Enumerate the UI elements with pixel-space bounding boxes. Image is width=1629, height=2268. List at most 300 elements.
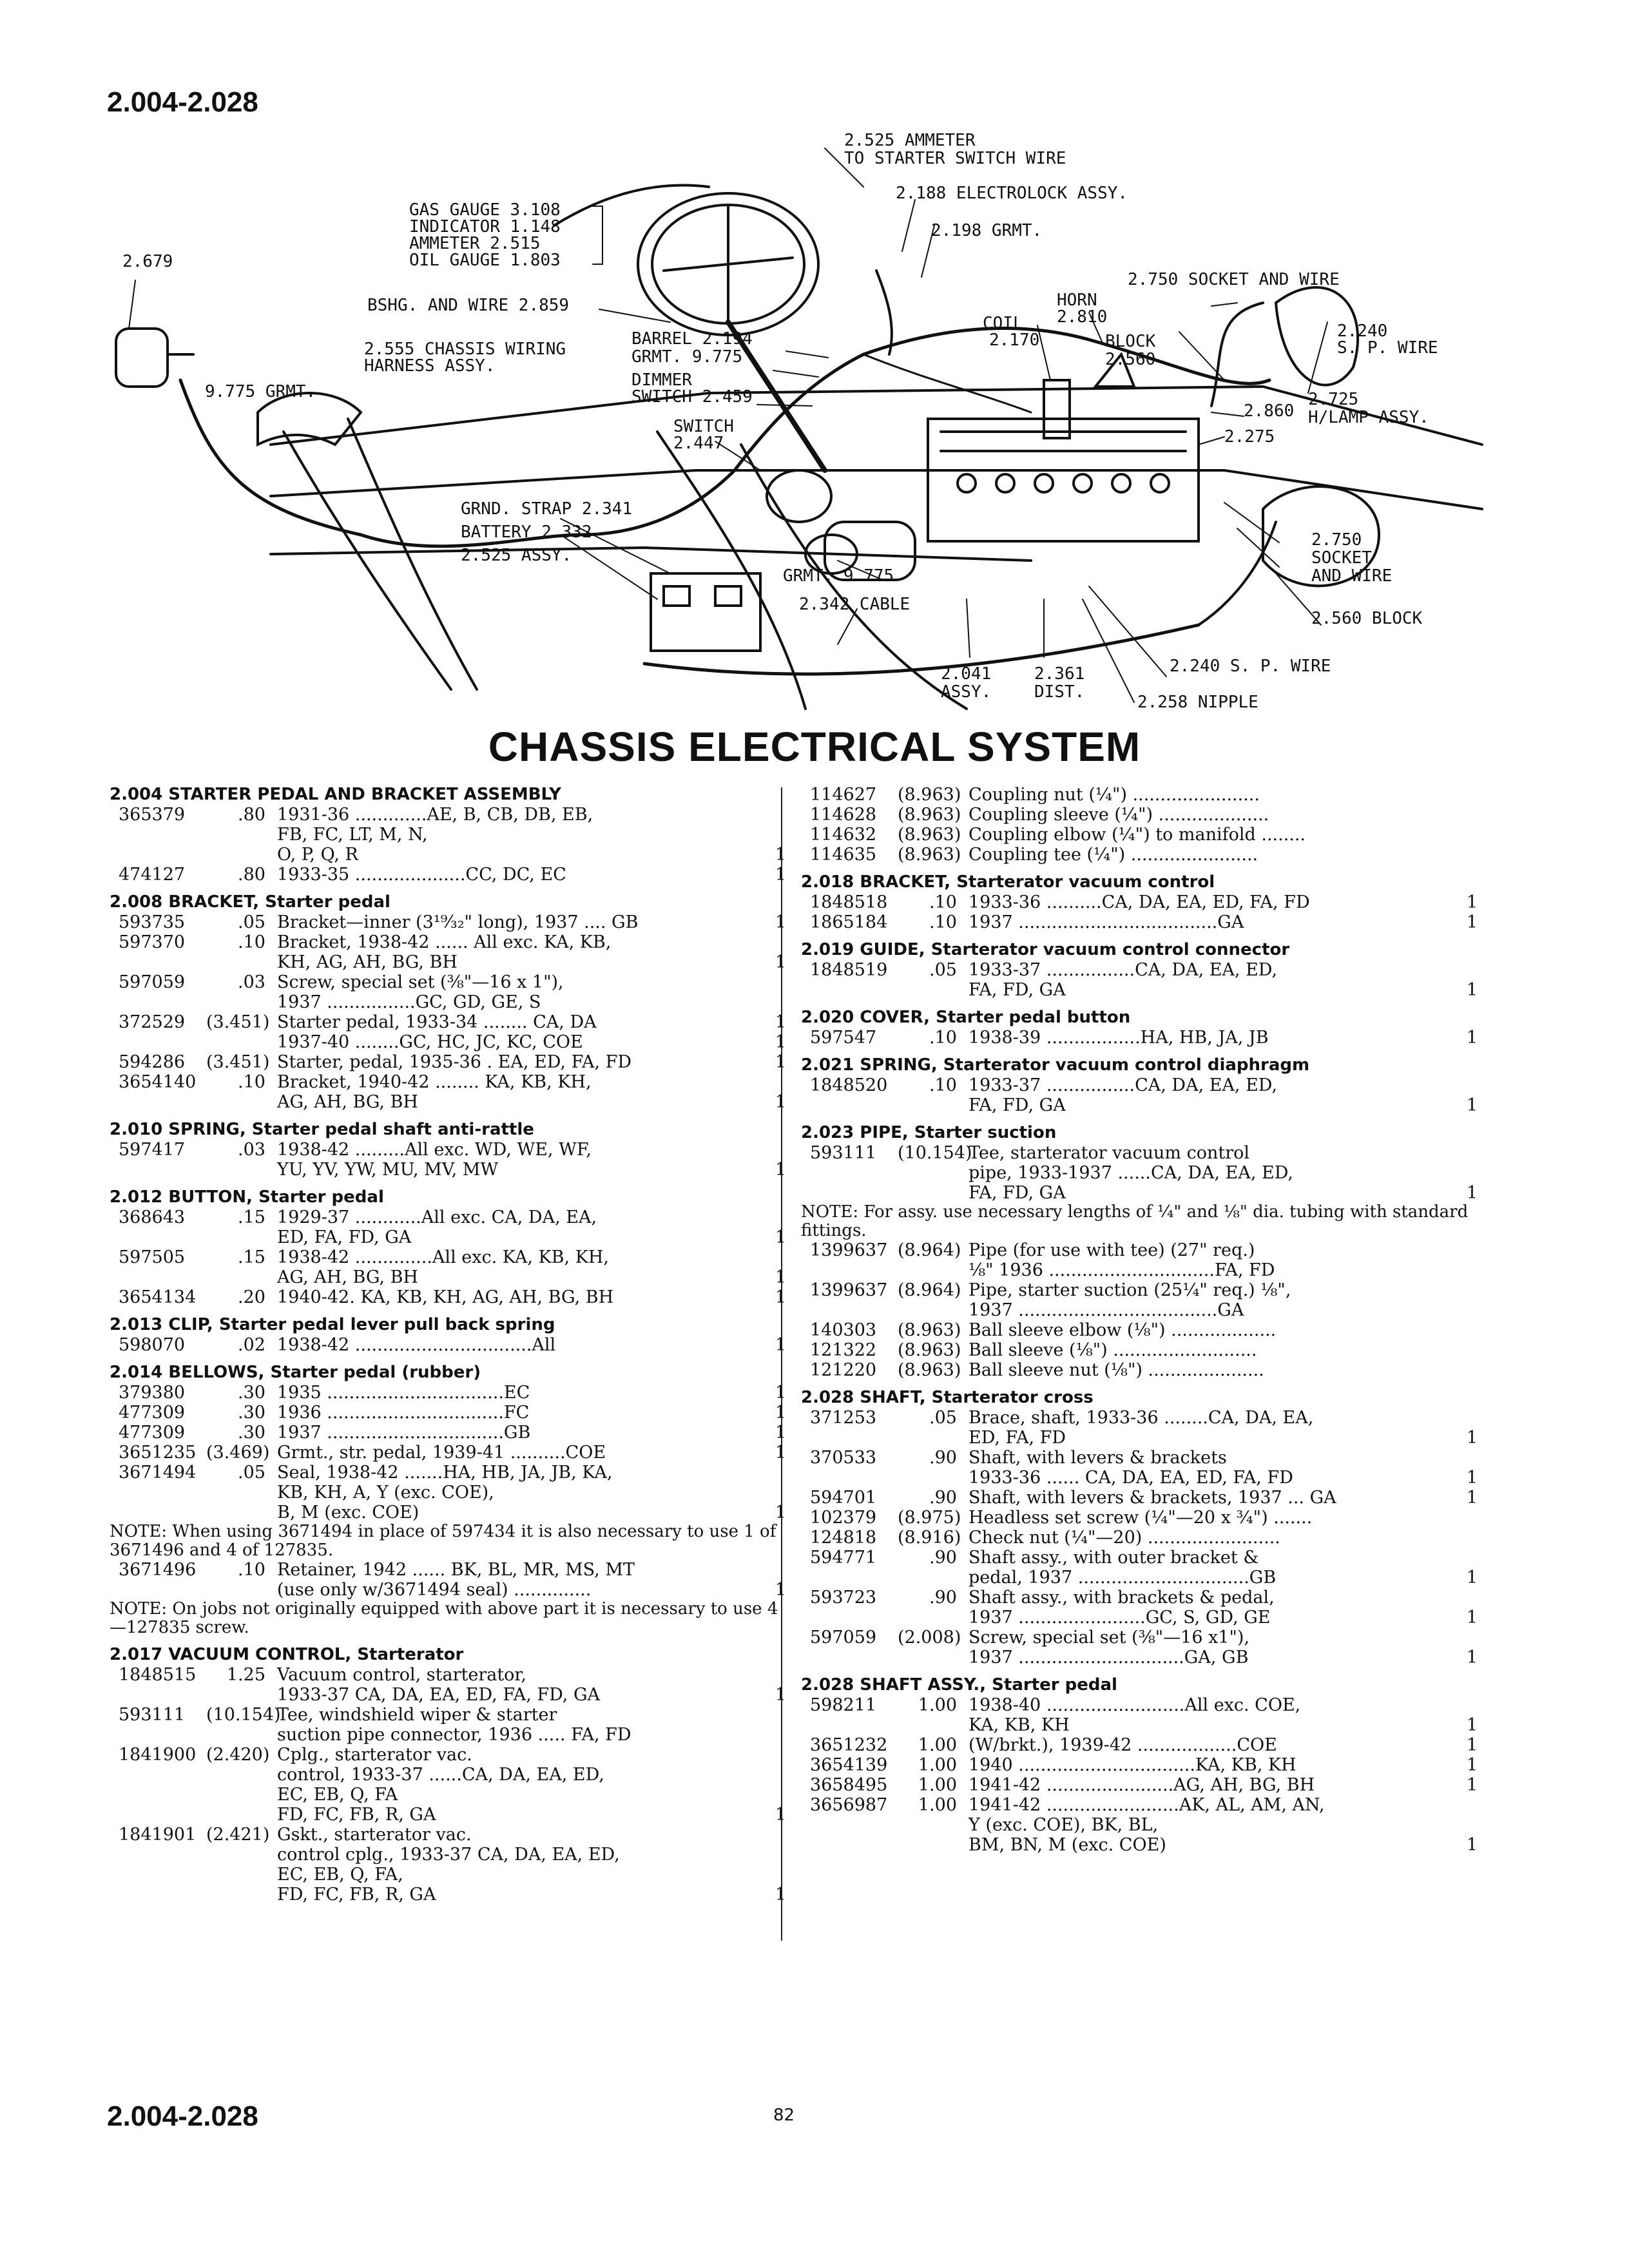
part-description: 1937 ................................GB [277,1423,531,1443]
part-description: Tee, windshield wiper & starter [277,1705,557,1725]
parts-row [110,932,786,952]
part-number: 597547 [810,1028,877,1048]
parts-section [110,785,786,885]
part-description: Bracket, 1938-42 ...... All exc. KA, KB, [277,932,612,952]
section-heading: 2.017 VACUUM CONTROL, Starterator [110,1645,464,1664]
parts-row [801,912,1478,932]
parts-row [801,1260,1478,1280]
part-price: .10 [238,1072,265,1092]
label-grmt-9775-lower: GRMT. 9.775 [783,566,894,586]
part-price: 1.00 [918,1775,957,1795]
parts-row [801,1448,1478,1468]
parts-row [801,1735,1478,1755]
parts-row [110,1685,786,1705]
part-description: Shaft assy., with outer bracket & [969,1548,1259,1568]
part-description: Shaft assy., with brackets & pedal, [969,1588,1275,1608]
parts-row [110,1287,786,1307]
parts-row [801,1815,1478,1835]
parts-section [110,1363,786,1637]
part-price: .05 [929,1408,957,1428]
parts-row [801,1508,1478,1528]
parts-section [110,1645,786,1905]
chassis-electrical-diagram [0,110,1629,728]
part-quantity: 1 [775,1012,786,1032]
part-quantity: 1 [775,1052,786,1072]
part-quantity: 1 [1466,1428,1478,1448]
diagram-drawing [116,148,1482,709]
parts-section [801,940,1478,1000]
part-price: (8.975) [898,1508,961,1528]
part-price: (3.451) [206,1012,270,1032]
part-description: 1933-37 ................CA, DA, EA, ED, [969,960,1278,980]
part-description: (W/brkt.), 1939-42 ..................COE [969,1735,1277,1755]
part-description: Seal, 1938-42 .......HA, HB, JA, JB, KA, [277,1463,613,1483]
part-price: .80 [238,805,265,825]
part-number: 114628 [810,805,877,825]
parts-row [110,1032,786,1052]
part-price: (8.963) [898,1320,961,1340]
part-quantity: 1 [1466,892,1478,912]
label-dimmer: DIMMER [631,370,692,390]
part-price: .05 [238,1463,265,1483]
parts-row [801,1163,1478,1183]
part-description: Coupling nut (¼") ....................... [969,785,1260,805]
part-price: .20 [238,1287,265,1307]
part-number: 1841900 [119,1745,197,1765]
label-2555-assy: HARNESS ASSY. [364,356,496,376]
part-description: EC, EB, Q, FA [277,1785,398,1805]
parts-row [110,1825,786,1845]
part-description: 1937-40 ........GC, HC, JC, KC, COE [277,1032,583,1052]
parts-row [110,952,786,972]
part-description: Ball sleeve (⅛") .......................... [969,1340,1257,1360]
section-heading: 2.021 SPRING, Starterator vacuum control diaphragm [801,1055,1310,1075]
part-number: 102379 [810,1508,877,1528]
part-description: KB, KH, A, Y (exc. COE), [277,1483,494,1503]
label-ammeter: AMMETER 2.515 [409,234,541,253]
part-quantity: 1 [775,1685,786,1705]
part-number: 121220 [810,1360,877,1380]
part-price: .30 [238,1403,265,1423]
part-price: (10.154) [898,1143,972,1163]
parts-section [110,1187,786,1307]
part-description: FB, FC, LT, M, N, [277,825,428,845]
parts-row [110,805,786,825]
part-description: Shaft, with levers & brackets [969,1448,1227,1468]
part-price: .10 [929,892,957,912]
parts-row [801,1028,1478,1048]
label-2725: 2.725 [1308,390,1359,409]
label-2525-starter-wire: TO STARTER SWITCH WIRE [844,149,1066,168]
part-number: 3671494 [119,1463,197,1483]
parts-row [110,992,786,1012]
part-price: (8.963) [898,845,961,865]
section-heading: 2.018 BRACKET, Starterator vacuum control [801,872,1215,892]
part-description: B, M (exc. COE) [277,1503,419,1523]
label-battery: BATTERY 2.332 [461,523,592,542]
parts-section [801,1388,1478,1667]
part-description: Cplg., starterator vac. [277,1745,472,1765]
part-price: .02 [238,1335,265,1355]
page-footer-code: 2.004-2.028 [107,2100,258,2132]
parts-row [110,1052,786,1072]
part-number: 594771 [810,1548,877,1568]
part-description: Coupling elbow (¼") to manifold ........ [969,825,1306,845]
part-description: 1937 .......................GC, S, GD, GE [969,1608,1271,1628]
part-quantity: 1 [775,912,786,932]
part-number: 121322 [810,1340,877,1360]
part-description: Grmt., str. pedal, 1939-41 ..........COE [277,1443,606,1463]
part-quantity: 1 [775,1443,786,1463]
parts-row [110,1785,786,1805]
parts-list-right-column [801,785,1478,1855]
part-description: Gskt., starterator vac. [277,1825,472,1845]
part-quantity: 1 [775,1092,786,1112]
parts-row [110,1335,786,1355]
label-grnd-strap: GRND. STRAP 2.341 [461,499,633,519]
part-quantity: 1 [1466,912,1478,932]
part-number: 597059 [810,1628,877,1648]
part-price: .03 [238,1140,265,1160]
part-description: Starter pedal, 1933-34 ........ CA, DA [277,1012,597,1032]
part-number: 3658495 [810,1775,888,1795]
label-2188-electrolock: 2.188 ELECTROLOCK ASSY. [896,184,1128,203]
part-description: Coupling sleeve (¼") .................... [969,805,1269,825]
parts-section [801,1675,1478,1855]
part-description: Bracket, 1940-42 ........ KA, KB, KH, [277,1072,592,1092]
part-number: 3671496 [119,1560,197,1580]
part-price: 1.00 [918,1755,957,1775]
part-description: 1933-36 ..........CA, DA, EA, ED, FA, FD [969,892,1310,912]
part-description: ED, FA, FD [969,1428,1066,1448]
part-number: 371253 [810,1408,877,1428]
parts-section [801,1123,1478,1380]
part-price: .80 [238,865,265,885]
parts-row [801,825,1478,845]
parts-row [801,1468,1478,1488]
section-heading: 2.004 STARTER PEDAL AND BRACKET ASSEMBLY [110,785,561,804]
part-description: Vacuum control, starterator, [277,1665,526,1685]
part-description: pedal, 1937 ...............................GB [969,1568,1277,1588]
part-description: 1941-42 .......................AG, AH, BG, BH [969,1775,1315,1795]
label-2361: 2.361 [1034,664,1085,684]
parts-row [801,1528,1478,1548]
page-header-code: 2.004-2.028 [107,86,258,118]
parts-row [801,1240,1478,1260]
part-number: 593111 [810,1143,877,1163]
part-quantity: 1 [775,1335,786,1355]
diagram-labels [122,131,1438,712]
label-2258-nipple: 2.258 NIPPLE [1137,693,1258,712]
parts-row [801,1628,1478,1648]
part-quantity: 1 [1466,1095,1478,1115]
part-description: (use only w/3671494 seal) .............. [277,1580,592,1600]
part-description: 1931-36 .............AE, B, CB, DB, EB, [277,805,593,825]
part-number: 474127 [119,865,186,885]
part-description: 1938-39 .................HA, HB, JA, JB [969,1028,1269,1048]
part-number: 597059 [119,972,186,992]
section-heading: 2.023 PIPE, Starter suction [801,1123,1057,1142]
part-quantity: 1 [1466,1488,1478,1508]
part-number: 3654140 [119,1072,197,1092]
parts-row [110,1725,786,1745]
part-number: 365379 [119,805,186,825]
part-quantity: 1 [1466,1568,1478,1588]
label-2750-and-wire: AND WIRE [1311,566,1393,586]
parts-row [110,1092,786,1112]
part-description: 1938-42 .........All exc. WD, WE, WF, [277,1140,592,1160]
part-quantity: 1 [775,1383,786,1403]
part-price: .90 [929,1448,957,1468]
label-indicator: INDICATOR 1.148 [409,217,561,236]
parts-section [110,892,786,1112]
part-price: (8.963) [898,1360,961,1380]
part-number: 114632 [810,825,877,845]
parts-row [110,1765,786,1785]
parts-row [801,1755,1478,1775]
parts-row [110,1580,786,1600]
parts-row [801,1775,1478,1795]
part-description: control, 1933-37 ......CA, DA, EA, ED, [277,1765,604,1785]
part-number: 1865184 [810,912,888,932]
parts-row [801,1715,1478,1735]
parts-row [801,785,1478,805]
part-description: EC, EB, Q, FA, [277,1865,403,1885]
label-2525-ammeter: 2.525 AMMETER [844,131,976,150]
label-coil: COIL [983,314,1023,333]
part-number: 477309 [119,1403,186,1423]
part-number: 1848515 [119,1665,197,1685]
part-quantity: 1 [1466,1735,1478,1755]
section-note: NOTE: For assy. use necessary lengths of ¼" and ⅛" dia. tubing with standard fittings. [801,1202,1469,1240]
section-note: NOTE: When using 3671494 in place of 597434 it is also necessary to use 1 of 3671496 and 4 of 127835. [110,1522,776,1560]
section-heading: 2.013 CLIP, Starter pedal lever pull back spring [110,1315,555,1334]
part-price: (8.963) [898,825,961,845]
part-quantity: 1 [775,1287,786,1307]
part-price: .10 [929,1075,957,1095]
parts-row [110,1745,786,1765]
part-quantity: 1 [1466,1183,1478,1203]
parts-row [801,1428,1478,1448]
parts-row [801,1300,1478,1320]
label-2275: 2.275 [1224,427,1275,447]
part-price: .90 [929,1548,957,1568]
part-description: 1933-36 ...... CA, DA, EA, ED, FA, FD [969,1468,1293,1488]
part-price: (8.964) [898,1240,961,1260]
parts-row [110,1845,786,1865]
label-2041-assy: ASSY. [941,682,992,702]
page-title: CHASSIS ELECTRICAL SYSTEM [488,724,1141,770]
label-2041: 2.041 [941,664,992,684]
part-quantity: 1 [775,1423,786,1443]
part-description: 1941-42 ........................AK, AL, AM, AN, [969,1795,1325,1815]
part-description: 1938-42 ..............All exc. KA, KB, KH, [277,1247,609,1267]
part-number: 372529 [119,1012,186,1032]
part-quantity: 1 [775,865,786,885]
label-2555-harness: 2.555 CHASSIS WIRING [364,340,566,359]
part-price: (2.420) [206,1745,270,1765]
part-price: .05 [929,960,957,980]
part-quantity: 1 [1466,980,1478,1000]
section-heading: 2.028 SHAFT ASSY., Starter pedal [801,1675,1117,1695]
parts-row [110,1423,786,1443]
part-description: 1937 ....................................GA [969,1300,1244,1320]
part-description: BM, BN, M (exc. COE) [969,1835,1166,1855]
label-2560-block: 2.560 BLOCK [1311,609,1423,628]
part-description: 1940 ................................KA, KB, KH [969,1755,1296,1775]
part-description: 1938-42 ................................All [277,1335,556,1355]
parts-row [801,1408,1478,1428]
parts-row [110,1443,786,1463]
section-heading: 2.010 SPRING, Starter pedal shaft anti-rattle [110,1120,534,1139]
label-bshg-wire: BSHG. AND WIRE 2.859 [367,296,570,315]
part-number: 593723 [810,1588,877,1608]
part-price: (10.154) [206,1705,281,1725]
parts-row [801,1280,1478,1300]
part-number: 597417 [119,1140,186,1160]
parts-section [801,1055,1478,1115]
part-price: .10 [929,912,957,932]
part-number: 1848519 [810,960,888,980]
part-quantity: 1 [1466,1468,1478,1488]
part-quantity: 1 [775,1885,786,1905]
part-description: 1938-40 .........................All exc. COE, [969,1695,1301,1715]
parts-row [110,1227,786,1247]
section-note: NOTE: On jobs not originally equipped with above part it is necessary to use 4—127835 screw. [110,1599,778,1637]
part-quantity: 1 [1466,1648,1478,1667]
part-number: 1848518 [810,892,888,912]
section-heading: 2.020 COVER, Starter pedal button [801,1008,1131,1027]
part-price: (2.008) [898,1628,961,1648]
parts-row [110,1072,786,1092]
part-price: .30 [238,1423,265,1443]
label-2750-socket: 2.750 [1311,530,1362,550]
part-number: 379380 [119,1383,186,1403]
part-description: suction pipe connector, 1936 ..... FA, FD [277,1725,631,1745]
label-switch-number: 2.447 [673,434,724,453]
part-quantity: 1 [1466,1608,1478,1628]
label-block-number: 2.560 [1105,350,1156,369]
parts-row [801,1143,1478,1163]
part-price: 1.25 [226,1665,265,1685]
parts-row [801,1695,1478,1715]
parts-row [801,1648,1478,1667]
parts-section [801,1008,1478,1048]
part-quantity: 1 [775,845,786,865]
part-quantity: 1 [775,1267,786,1287]
part-description: Headless set screw (¼"—20 x ¾") ....... [969,1508,1313,1528]
part-price: (2.421) [206,1825,270,1845]
part-number: 1841901 [119,1825,197,1845]
part-description: Screw, special set (⅜"—16 x1"), [969,1628,1250,1648]
part-number: 598211 [810,1695,877,1715]
part-price: .03 [238,972,265,992]
parts-row [801,1488,1478,1508]
part-description: Check nut (¼"—20) ........................ [969,1528,1280,1548]
label-9775-grmt: 9.775 GRMT. [205,382,316,401]
parts-row [110,1403,786,1423]
part-price: .15 [238,1207,265,1227]
part-description: KH, AG, AH, BG, BH [277,952,458,972]
part-description: AG, AH, BG, BH [277,1092,418,1112]
parts-row [110,1247,786,1267]
parts-row [801,1360,1478,1380]
label-2750-socket-wire: 2.750 SOCKET AND WIRE [1128,270,1340,289]
part-number: 1399637 [810,1280,888,1300]
parts-row [110,1012,786,1032]
parts-row [110,1503,786,1523]
part-quantity: 1 [1466,1835,1478,1855]
part-description: KA, KB, KH [969,1715,1070,1735]
parts-row [801,960,1478,980]
parts-row [110,1383,786,1403]
label-2342-cable: 2.342 CABLE [799,595,911,614]
label-2198-grmt: 2.198 GRMT. [931,221,1043,240]
part-number: 593111 [119,1705,186,1725]
parts-row [110,1483,786,1503]
part-description: 1937 ..............................GA, GB [969,1648,1249,1667]
part-description: 1933-37 CA, DA, EA, ED, FA, FD, GA [277,1685,601,1705]
part-description: control cplg., 1933-37 CA, DA, EA, ED, [277,1845,620,1865]
part-number: 114627 [810,785,877,805]
part-description: YU, YV, YW, MU, MV, MW [277,1160,499,1180]
part-description: Y (exc. COE), BK, BL, [969,1815,1159,1835]
parts-row [110,1560,786,1580]
page-number: 82 [773,2106,795,2125]
part-number: 3651232 [810,1735,888,1755]
part-price: (8.963) [898,785,961,805]
part-number: 370533 [810,1448,877,1468]
part-description: Shaft, with levers & brackets, 1937 ... GA [969,1488,1336,1508]
parts-section [110,1315,786,1355]
parts-row [801,1075,1478,1095]
section-heading: 2.028 SHAFT, Starterator cross [801,1388,1094,1407]
part-quantity: 1 [1466,1775,1478,1795]
parts-row [110,1865,786,1885]
parts-row [110,845,786,865]
part-quantity: 1 [775,1580,786,1600]
section-heading: 2.012 BUTTON, Starter pedal [110,1187,384,1207]
part-price: (3.469) [206,1443,270,1463]
part-number: 140303 [810,1320,877,1340]
part-price: .90 [929,1488,957,1508]
part-price: .10 [238,1560,265,1580]
part-description: 1929-37 ............All exc. CA, DA, EA, [277,1207,597,1227]
parts-row [110,1267,786,1287]
part-description: Ball sleeve elbow (⅛") ................... [969,1320,1277,1340]
part-price: 1.00 [918,1695,957,1715]
part-description: Ball sleeve nut (⅛") ..................... [969,1360,1264,1380]
label-2525-assy: 2.525 ASSY. [461,546,572,565]
part-description: 1936 ................................FC [277,1403,530,1423]
part-number: 477309 [119,1423,186,1443]
parts-row [110,1705,786,1725]
parts-section [801,872,1478,932]
part-quantity: 1 [1466,1755,1478,1775]
part-description: FD, FC, FB, R, GA [277,1805,436,1825]
part-price: (8.916) [898,1528,961,1548]
part-price: .05 [238,912,265,932]
part-quantity: 1 [1466,1715,1478,1735]
parts-row [110,1665,786,1685]
part-description: Bracket—inner (3¹⁹⁄₃₂" long), 1937 .... GB [277,912,639,932]
part-number: 594701 [810,1488,877,1508]
parts-row [801,1795,1478,1815]
part-description: 1933-37 ................CA, DA, EA, ED, [969,1075,1278,1095]
parts-row [110,1805,786,1825]
part-description: AG, AH, BG, BH [277,1267,418,1287]
label-2679: 2.679 [122,252,173,271]
